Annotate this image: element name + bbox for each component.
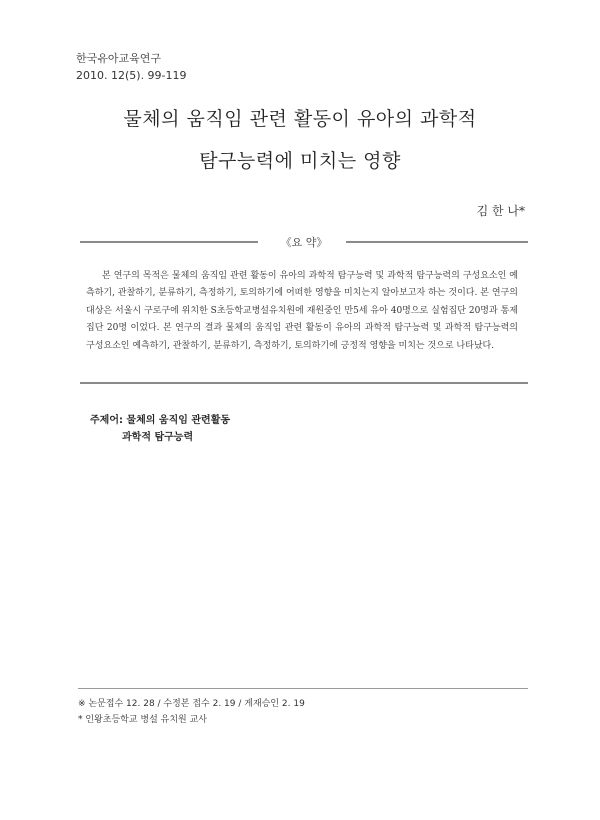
footnote-dates: ※ 논문접수 12. 28 / 수정본 접수 2. 19 / 게재승인 2. 19 — [78, 699, 305, 709]
keywords-label: 주제어: — [90, 415, 123, 426]
author-name: 김 한 나* — [476, 204, 525, 218]
title-line-1: 물체의 움직임 관련 활동이 유아의 과학적 — [123, 108, 477, 130]
keyword-1: 물체의 움직임 관련활동 — [126, 415, 231, 426]
title-line-2: 탐구능력에 미치는 영향 — [199, 150, 401, 172]
abstract-text: 본 연구의 목적은 물체의 움직임 관련 활동이 유아의 과학적 탐구능력 및 과학적 탐구능력의 구성요소인 예측하기, 관찰하기, 분류하기, 측정하기, 토의하기에 어떠한 영향을 미치는지 알아보고자 하는 것이다. 본 연구의 대상은 서울시 구로구에 위치한 S초등학교병설유치원에 재원중인 만5세 유아 40명으로 실험집단 20명과 통제집단 20명 이었다. 본 연구의 결과 물체의 움직임 관련 활동이 유아의 과학적 탐구능력 및 과학적 탐구능력의 구성요소인 예측하기, 관찰하기, 분류하기, 측정하기, 토의하기에 긍정적 영향을 미치는 것으로 나타났다. — [86, 271, 518, 351]
journal-issue: 2010. 12(5). 99-119 — [76, 69, 187, 82]
abstract-heading-rule-right — [346, 241, 528, 243]
abstract-bottom-rule — [80, 382, 528, 384]
journal-name: 한국유아교육연구 — [76, 52, 162, 65]
abstract-heading — [80, 232, 528, 252]
abstract-body — [86, 268, 518, 355]
journal-info — [76, 50, 187, 84]
footnote-affiliation: * 인왕초등학교 병설 유치원 교사 — [78, 715, 207, 725]
abstract-heading-label: 《요 약》 — [280, 236, 328, 249]
footnotes — [78, 696, 305, 728]
footnote-rule — [78, 688, 528, 689]
paper-title — [0, 98, 600, 182]
keywords — [90, 412, 230, 446]
keyword-2: 과학적 탐구능력 — [122, 432, 194, 443]
